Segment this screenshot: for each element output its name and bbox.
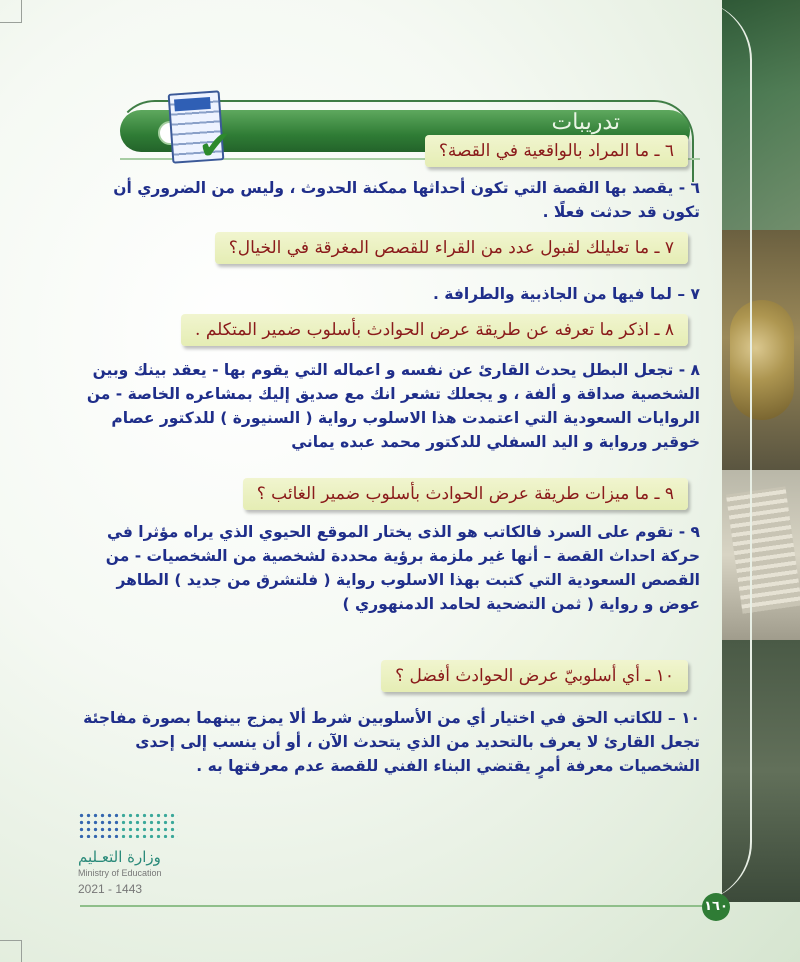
section-title: تدريبات [551,110,620,135]
question-10 [381,660,688,692]
ministry-logo-accent [78,812,118,838]
page-number: ١٦٠ [702,893,730,921]
question-text: ٩ ـ ما ميزات طريقة عرض الحوادث بأسلوب ضمير الغائب ؟ [256,484,674,504]
question-text: ٧ ـ ما تعليلك لقبول عدد من القراء للقصص المغرقة في الخيال؟ [228,238,674,258]
ministry-name-english: Ministry of Education [78,868,162,878]
edition-year: 2021 - 1443 [78,882,143,896]
answer-8: ٨ - تجعل البطل يحدث القارئ عن نفسه و اعماله التي يقوم بها - يعقد بينك وبين الشخصية صداقة و ألفة ، و يجعلك تشعر انك مع صديق إليك بمشاعره الخاصة - من الروايات السعودية التي اعتمدت هذا الاسلوب رواية ( السنيورة ) للدكتور عصام خوقير ورواية و اليد السفلي للدكتور محمد عبده يماني [86,361,700,451]
footer-divider [80,905,720,907]
crop-mark [21,0,22,22]
question-text: ٦ ـ ما المراد بالواقعية في القصة؟ [438,141,674,161]
answer-10: ١٠ – للكاتب الحق في اختيار أي من الأسلوبين شرط ألا يمزج بينهما بصورة مفاجئة تجعل القارئ لا يعرف بالتحديد من الذي يتحدث الآن ، أو أن ينسب إلى إحدى الشخصيات معرفة أمرٍ يقتضي البناء الفني للقصة عدم معرفتها به . [83,709,700,775]
question-9 [243,478,688,510]
crop-mark [0,940,22,941]
crop-mark [0,22,22,23]
question-text: ١٠ ـ أي أسلوبيّ عرض الحوادث أفضل ؟ [395,666,674,686]
answer-6: ٦ - يقصد بها القصة التي تكون أحداثها ممكنة الحدوث ، وليس من الضروري أن تكون قد حدثت فعلًا . [113,179,700,221]
answer-9: ٩ - تقوم على السرد فالكاتب هو الذى يختار الموقع الحيوي الذي يراه مؤثرا في حركة احداث القصة – أنها غير ملزمة برؤية محددة لشخصية من الشخصيات - من القصص السعودية التي كتبت بهذا الاسلوب رواية ( فلتشرق من جديد ) الطاهر عوض و رواية ( ثمن التضحية لحامد الدمنهوري ) [105,523,700,613]
checkmark-icon: ✔ [198,123,232,169]
crop-mark [21,940,22,962]
question-text: ٨ ـ اذكر ما تعرفه عن طريقة عرض الحوادث بأسلوب ضمير المتكلم . [195,320,674,340]
question-8 [181,314,688,346]
question-6 [425,135,688,167]
question-7 [215,232,688,264]
ministry-name-arabic: وزارة التعـليم [78,848,161,866]
answer-7: ٧ – لما فيها من الجاذبية والطرافة . [433,285,700,303]
